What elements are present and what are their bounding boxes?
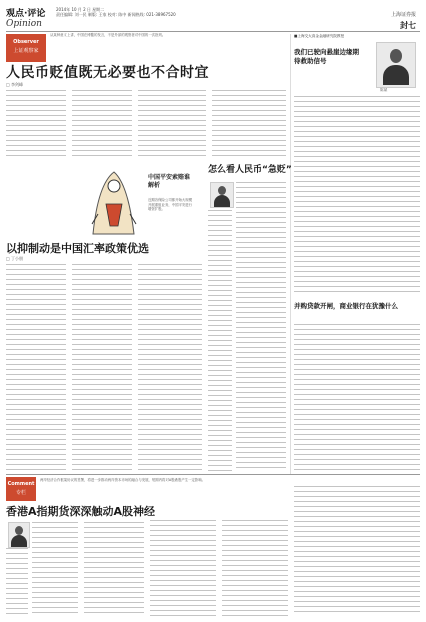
bottom-article-col3	[150, 520, 216, 616]
cartoon-title: 中国平安索赔谁解析	[148, 174, 191, 189]
third-article-col3	[138, 264, 202, 470]
observer-cn: 上证观察家	[13, 48, 39, 54]
masthead: 上海证券报	[390, 12, 416, 18]
right-headline: 我们已驶向悬崖边缘期待救助信号	[294, 48, 359, 65]
page-label: 封七	[400, 21, 416, 30]
third-byline: □ 丁小朋	[6, 256, 24, 261]
cartoon-icon	[88, 164, 140, 242]
right-article-text	[294, 96, 420, 296]
main-article-col4	[212, 90, 286, 156]
main-headline: 人民币贬值既无必要也不合时宜	[6, 65, 209, 81]
header-rule	[6, 31, 420, 32]
bottom-article-col2	[84, 522, 144, 616]
bottom-article-col4	[222, 520, 288, 616]
comment-cn: 专栏	[15, 490, 26, 496]
right-column-divider	[290, 34, 291, 474]
main-article-col3	[138, 90, 206, 160]
second-article-col0	[208, 210, 232, 472]
observer-en: Observer	[13, 39, 39, 45]
third-article-col2	[72, 264, 132, 470]
right-article-2-text	[294, 324, 420, 470]
cartoon-caption: 近期各保险公司都开始大规模开展重组业务，中国平安进行增资扩股。	[148, 198, 193, 212]
section-rule	[6, 474, 420, 475]
third-headline: 以抑制动是中国汇率政策优选	[6, 242, 149, 255]
lead-text: 从某种意义上讲，中国在博鳌的发言，不是外部的观察者对中国的一次批判。	[50, 33, 166, 37]
comment-en: Comment	[7, 481, 35, 487]
bottom-article-col5	[294, 486, 420, 616]
observer-badge	[6, 34, 46, 62]
bottom-article-col1	[32, 522, 78, 616]
author-photo-2	[210, 182, 234, 208]
main-article-col2	[72, 90, 132, 160]
bottom-article-col0	[6, 548, 28, 616]
right-kicker: ■上海交大高金金融研究院教授	[294, 34, 345, 38]
lead-text-2: 两岸经济合作框架协议的签署，将进一步推动两岸资本市场的融合与发展，短期内将对A股港股产生一定影响。	[40, 478, 206, 482]
meta-date: 2014年 10 月 2 日 星期二	[56, 7, 105, 12]
author-photo	[376, 42, 416, 88]
comment-badge	[6, 477, 36, 501]
meta-editors: 责任编辑: 刘一民 制版: 王家 校对: 陈中 新闻热线: 021-38967520	[56, 12, 176, 17]
author-name: 陈斌	[380, 88, 388, 92]
page-header	[6, 6, 420, 18]
section-subtitle: Opinion	[6, 19, 42, 29]
section-title: 观点·评论	[6, 9, 46, 19]
right-headline-2: 并购贷款开闸，商业银行在犹豫什么	[294, 302, 398, 310]
author-photo-3	[8, 522, 30, 548]
third-article-col1	[6, 264, 66, 470]
cartoon-illustration	[88, 164, 140, 242]
second-article-col1	[236, 182, 286, 472]
main-byline: □ 李剑峰	[6, 82, 24, 87]
second-headline: 怎么看人民币“急贬”	[208, 165, 292, 175]
fourth-headline: 香港A指期货深深触动A股神经	[6, 505, 156, 518]
header-meta	[56, 7, 176, 17]
main-article-col1	[6, 90, 66, 160]
